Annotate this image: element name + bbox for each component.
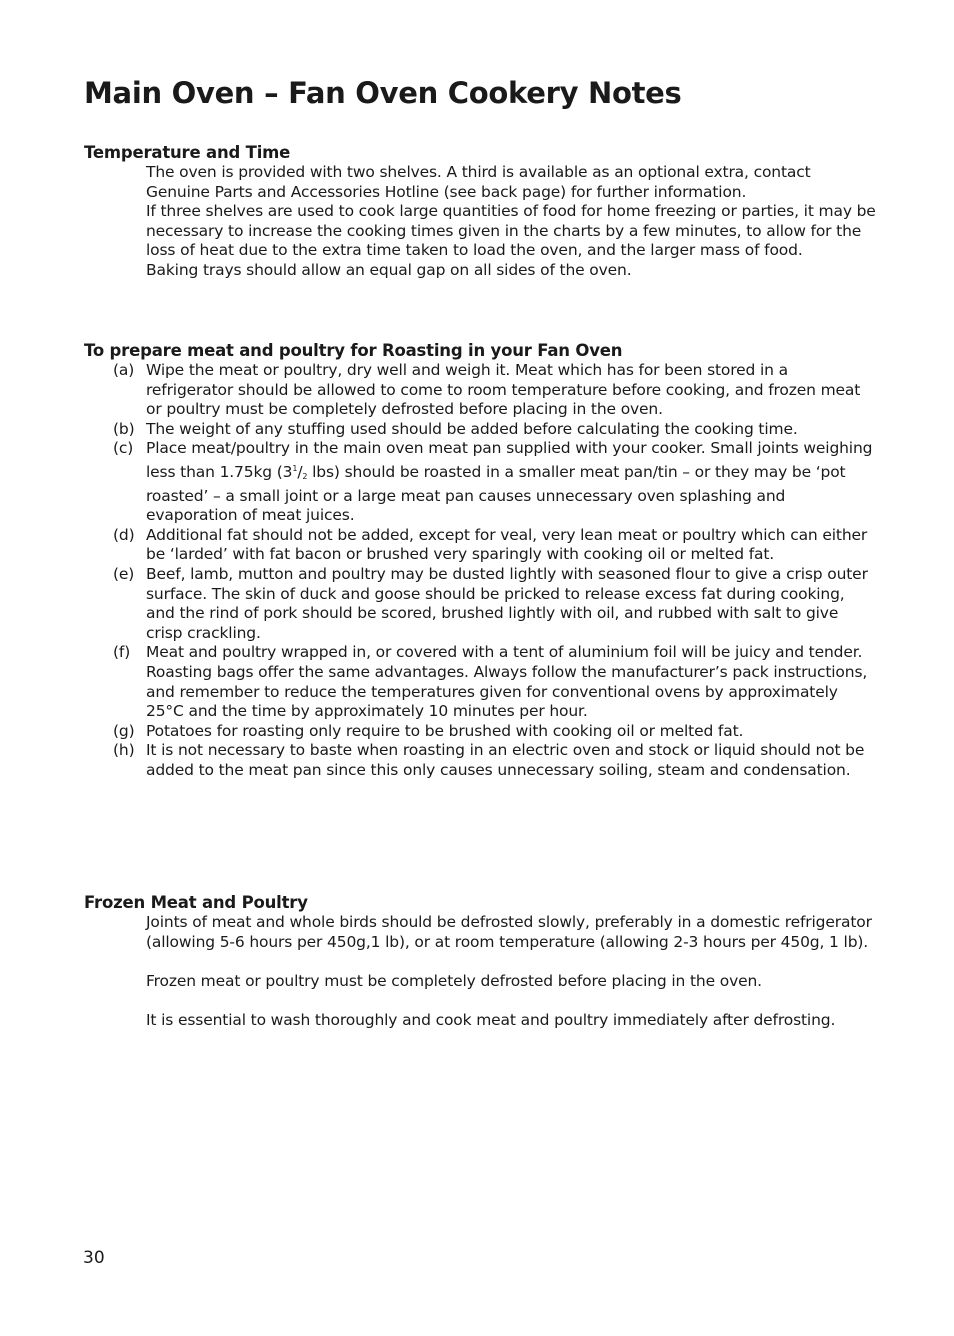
- list-item: [113, 419, 876, 440]
- section-roasting: [84, 341, 884, 780]
- fraction-separator: /: [297, 462, 303, 481]
- section-heading: To prepare meat and poultry for Roasting in your Fan Oven: [84, 341, 623, 360]
- paragraph: It is essential to wash thoroughly and cook meat and poultry immediately after defrosting.: [146, 1010, 836, 1029]
- list-item-label: (d): [113, 525, 135, 544]
- list-item-text: [146, 439, 872, 524]
- text-segment: Place meat/poultry in the main oven meat pan supplied with your cooker. Small joints weighing less than 1.75kg (3: [146, 439, 873, 481]
- list-item-label: (e): [113, 564, 135, 583]
- page-title: Main Oven – Fan Oven Cookery Notes: [84, 76, 682, 110]
- list-item: [113, 525, 876, 565]
- list-item-text: Beef, lamb, mutton and poultry may be dusted lightly with seasoned flour to give a crisp outer surface. The skin of duck and goose should be pricked to release excess fat during cooking, and the rind of pork should be scored, brushed lightly with oil, and rubbed with salt to give crisp crackling.: [146, 564, 868, 642]
- list-item-label: (h): [113, 741, 135, 760]
- text-segment: lbs) should be roasted in a smaller meat pan/tin – or they may be ‘pot roasted’ – a small joint or a large meat pan causes unnecessary oven splashing and evaporation of meat juices.: [146, 462, 846, 525]
- paragraph: Frozen meat or poultry must be completely defrosted before placing in the oven.: [146, 971, 762, 990]
- list-item: [113, 741, 876, 780]
- list-item-text: Additional fat should not be added, except for veal, very lean meat or poultry which can either be ‘larded’ with fat bacon or brushed very sparingly with cooking oil or melted fat.: [146, 525, 868, 564]
- paragraph: Baking trays should allow an equal gap on all sides of the oven.: [146, 260, 632, 279]
- fraction-numerator: 1: [292, 463, 298, 473]
- list-item-text: Meat and poultry wrapped in, or covered with a tent of aluminium foil will be juicy and tender. Roasting bags offer the same advantages. Always follow the manufacturer’s pack instructions, and remember to reduce the temperatures given for conventional ovens by approximately 25°C and the time by approximately 10 minutes per hour.: [146, 643, 868, 721]
- paragraph-gap: [84, 952, 884, 972]
- list-item: [113, 721, 876, 742]
- paragraph: Joints of meat and whole birds should be defrosted slowly, preferably in a domestic refrigerator (allowing 5-6 hours per 450g,1 lb), or at room temperature (allowing 2-3 hours per 450g, 1 lb).: [146, 913, 872, 951]
- list-item-text: It is not necessary to baste when roasting in an electric oven and stock or liquid should not be added to the meat pan since this only causes unnecessary soiling, steam and condensation.: [146, 741, 865, 779]
- list-item-text: Potatoes for roasting only require to be brushed with cooking oil or melted fat.: [146, 721, 744, 740]
- list-item-label: (b): [113, 419, 135, 438]
- section-temperature-and-time: [84, 143, 884, 281]
- section-heading: Frozen Meat and Poultry: [84, 893, 308, 912]
- list-item: [113, 439, 876, 525]
- fraction-denominator: 2: [302, 471, 308, 481]
- list-item-label: (a): [113, 361, 135, 379]
- list-item-label: (g): [113, 721, 135, 740]
- list-item: [113, 564, 876, 643]
- list-item-label: (c): [113, 439, 134, 458]
- paragraph: If three shelves are used to cook large quantities of food for home freezing or parties, it may be necessary to increase the cooking times given in the charts by a few minutes, to allow for the loss of heat due to the extra time taken to load the oven, and the larger mass of food.: [146, 202, 876, 260]
- section-frozen-meat: [84, 893, 884, 1031]
- paragraph-gap: [84, 991, 884, 1011]
- section-heading: Temperature and Time: [84, 143, 291, 162]
- list-item-text: Wipe the meat or poultry, dry well and weigh it. Meat which has for been stored in a refrigerator should be allowed to come to room temperature before cooking, and frozen meat or poultry must be completely defrosted before placing in the oven.: [146, 361, 861, 419]
- list-item: [113, 361, 876, 420]
- list-item: [113, 643, 876, 721]
- page-number: 30: [83, 1248, 105, 1268]
- paragraph: The oven is provided with two shelves. A third is available as an optional extra, contact Genuine Parts and Accessories Hotline (see back page) for further information.: [146, 163, 811, 201]
- list-item-text: The weight of any stuffing used should be added before calculating the cooking time.: [146, 419, 798, 438]
- list-item-label: (f): [113, 643, 131, 662]
